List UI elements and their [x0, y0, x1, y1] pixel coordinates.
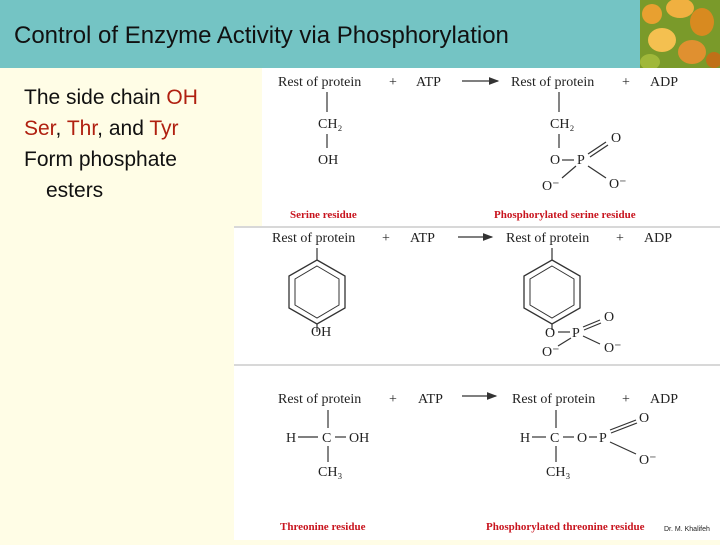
- oxygen-atom: O: [611, 131, 622, 146]
- oh-group: OH: [311, 325, 332, 340]
- tyrosine-reaction-diagram: [234, 228, 720, 364]
- author-credit: Dr. M. Khalifeh: [664, 526, 710, 533]
- oh-group: OH: [349, 431, 370, 446]
- plus-sign: +: [382, 231, 390, 246]
- bullet-line-2: [24, 113, 198, 144]
- bond: [583, 336, 600, 344]
- plus-sign: +: [389, 392, 397, 407]
- serine-reaction-panel: [262, 68, 720, 226]
- phosphorus-atom: P: [599, 431, 607, 446]
- benzene-ring: [524, 260, 580, 324]
- double-bond: [584, 323, 601, 330]
- phosphorylated-threonine-label: Phosphorylated threonine residue: [486, 521, 645, 533]
- benzene-ring: [289, 260, 345, 324]
- oxygen-atom: O: [550, 153, 561, 168]
- benzene-ring-inner: [295, 266, 339, 318]
- decorative-photo: [640, 0, 720, 68]
- oxygen-atom: O: [639, 411, 650, 426]
- threonine-reaction-diagram: [234, 366, 720, 540]
- phosphorus-atom: P: [572, 326, 580, 341]
- bullet-line-1: [24, 82, 198, 113]
- benzene-ring-inner: [530, 266, 574, 318]
- rest-of-protein-label: Rest of protein: [272, 231, 356, 246]
- bond: [558, 338, 571, 346]
- bond: [588, 166, 606, 178]
- ch2-group: CH₂: [318, 117, 343, 132]
- bond: [562, 166, 576, 178]
- atp-label: ATP: [416, 75, 441, 90]
- oh-group: OH: [318, 153, 339, 168]
- ch3-group: CH₃: [546, 465, 571, 480]
- rest-of-protein-label: Rest of protein: [512, 392, 596, 407]
- slide-title: Control of Enzyme Activity via Phosphorylation: [14, 22, 509, 49]
- title-bar: [0, 0, 720, 68]
- serine-reaction-diagram: [262, 68, 720, 226]
- bullet-text: [24, 82, 198, 206]
- double-bond: [583, 320, 600, 327]
- ch2-group: CH₂: [550, 117, 575, 132]
- threonine-reaction-panel: [234, 366, 720, 540]
- tyrosine-reaction-panel: [234, 228, 720, 364]
- phosphorylated-serine-label: Phosphorylated serine residue: [494, 209, 636, 221]
- carbon-atom: C: [322, 431, 332, 446]
- hydrogen-atom: H: [520, 431, 531, 446]
- rest-of-protein-label: Rest of protein: [278, 392, 362, 407]
- oxygen-anion: O⁻: [542, 179, 560, 194]
- adp-label: ADP: [650, 392, 679, 407]
- rest-of-protein-label: Rest of protein: [506, 231, 590, 246]
- separator: ,: [55, 117, 67, 140]
- threonine-residue-label: Threonine residue: [280, 521, 366, 533]
- plus-sign: +: [389, 75, 397, 90]
- bullet-line-3: Form phosphate: [24, 148, 177, 171]
- oxygen-anion: O⁻: [542, 345, 560, 360]
- oxygen-anion: O⁻: [639, 453, 657, 468]
- separator: , and: [97, 117, 150, 140]
- phosphorus-atom: P: [577, 153, 585, 168]
- adp-label: ADP: [650, 75, 679, 90]
- rest-of-protein-label: Rest of protein: [511, 75, 595, 90]
- oxygen-atom: O: [604, 310, 615, 325]
- plus-sign: +: [622, 392, 630, 407]
- oxygen-atom: O: [545, 326, 556, 341]
- amino-acid-ser: Ser: [24, 117, 56, 140]
- bullet-text-plain: The side chain: [24, 86, 167, 109]
- atp-label: ATP: [418, 392, 443, 407]
- rest-of-protein-label: Rest of protein: [278, 75, 362, 90]
- hydrogen-atom: H: [286, 431, 297, 446]
- amino-acid-tyr: Tyr: [149, 117, 179, 140]
- serine-residue-label: Serine residue: [290, 209, 357, 221]
- adp-label: ADP: [644, 231, 673, 246]
- oxygen-atom: O: [577, 431, 588, 446]
- plus-sign: +: [622, 75, 630, 90]
- carbon-atom: C: [550, 431, 560, 446]
- atp-label: ATP: [410, 231, 435, 246]
- bullet-text-highlight: OH: [166, 86, 198, 109]
- bond: [610, 442, 636, 454]
- bullet-line-4: esters: [46, 179, 104, 202]
- amino-acid-thr: Thr: [66, 117, 98, 140]
- oxygen-anion: O⁻: [604, 341, 622, 356]
- oxygen-anion: O⁻: [609, 177, 627, 192]
- plus-sign: +: [616, 231, 624, 246]
- ch3-group: CH₃: [318, 465, 343, 480]
